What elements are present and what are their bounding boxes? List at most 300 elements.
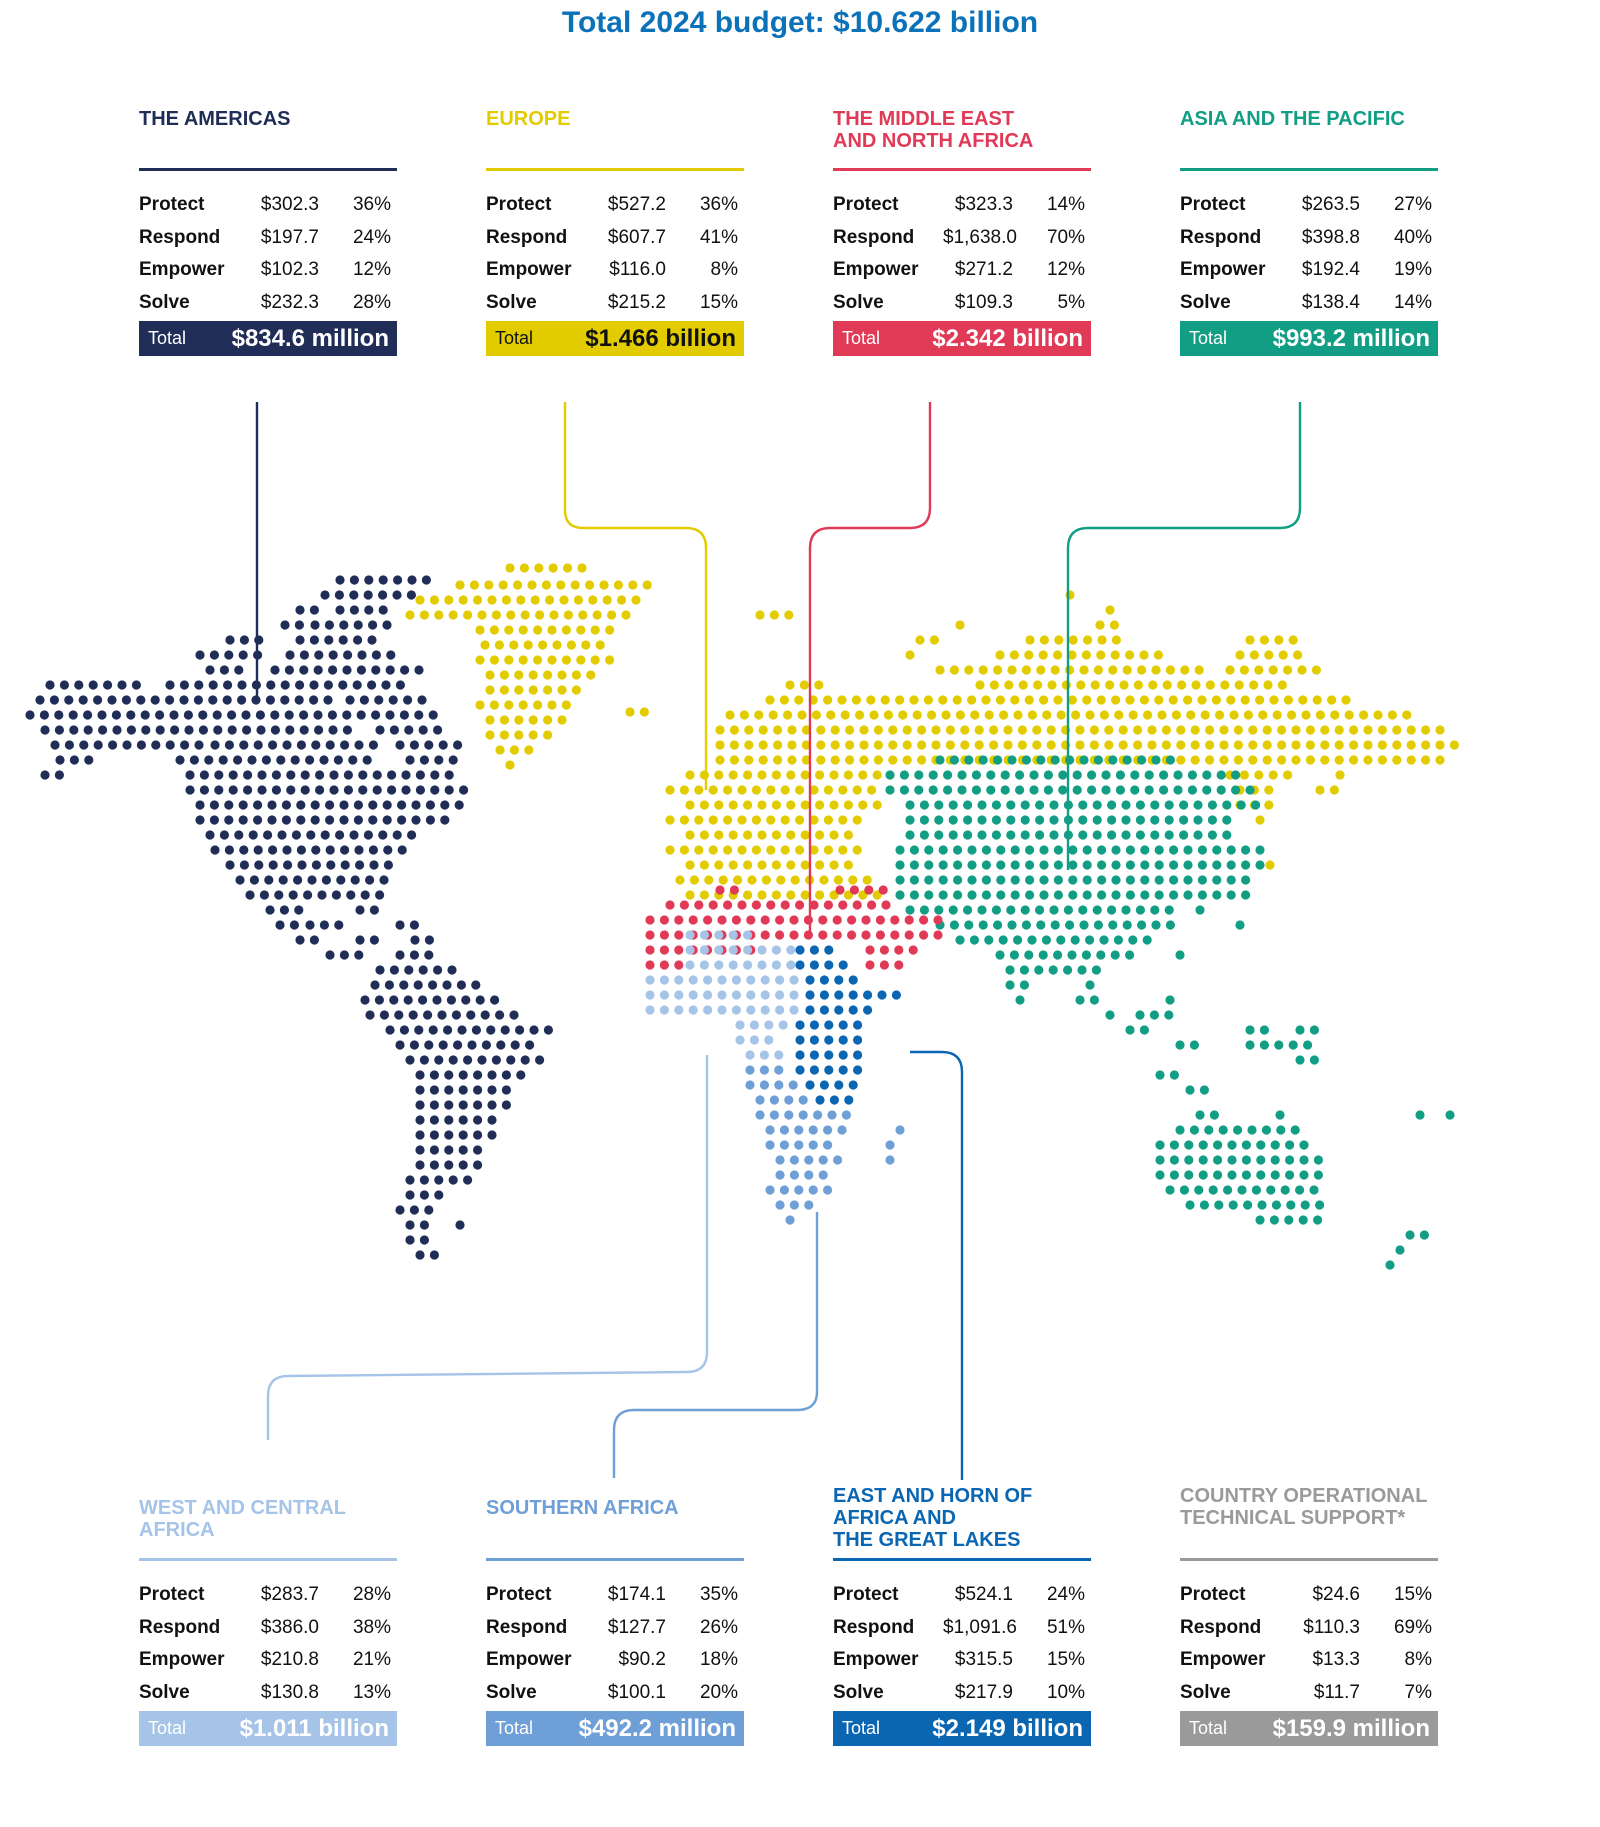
map-dot <box>1349 755 1358 764</box>
map-dot <box>1269 695 1278 704</box>
map-dot <box>1065 665 1074 674</box>
map-dot <box>643 580 652 589</box>
map-dot <box>591 655 600 664</box>
map-dot <box>824 945 833 954</box>
map-dot <box>700 960 709 969</box>
map-dot <box>745 1065 754 1074</box>
map-dot <box>744 755 753 764</box>
map-dot <box>467 1040 476 1049</box>
map-dot <box>986 770 995 779</box>
map-dot <box>1065 590 1074 599</box>
map-dot <box>1435 725 1444 734</box>
pillar-label: Respond <box>139 226 221 248</box>
map-dot <box>660 975 669 984</box>
budget-row <box>1180 1644 1438 1677</box>
share-percent: 27% <box>1393 194 1432 216</box>
region-title: EAST AND HORN OF AFRICA AND THE GREAT LAKES <box>833 1485 1033 1551</box>
map-dot <box>729 960 738 969</box>
map-dot <box>645 975 654 984</box>
map-dot <box>581 640 590 649</box>
map-dot <box>1234 725 1243 734</box>
map-dot <box>378 830 387 839</box>
map-dot <box>490 625 499 634</box>
map-dot <box>249 830 258 839</box>
map-dot <box>1235 680 1244 689</box>
map-dot <box>525 1040 534 1049</box>
map-dot <box>501 1025 510 1034</box>
map-dot <box>772 800 781 809</box>
map-dot <box>141 710 150 719</box>
total-bar <box>486 321 744 356</box>
map-dot <box>473 1145 482 1154</box>
map-dot <box>924 860 933 869</box>
map-dot <box>511 1040 520 1049</box>
map-dot <box>395 1040 404 1049</box>
total-bar <box>139 1711 397 1746</box>
map-dot <box>1195 905 1204 914</box>
map-dot <box>737 845 746 854</box>
map-dot <box>563 563 572 572</box>
map-dot <box>375 890 384 899</box>
map-dot <box>1049 815 1058 824</box>
map-dot <box>295 695 304 704</box>
map-dot <box>364 575 373 584</box>
map-dot <box>795 1065 804 1074</box>
map-dot <box>410 920 419 929</box>
total-bar <box>486 1711 744 1746</box>
map-dot <box>156 725 165 734</box>
map-dot <box>387 770 396 779</box>
map-dot <box>621 610 630 619</box>
map-dot <box>1277 740 1286 749</box>
map-dot <box>795 815 804 824</box>
map-dot <box>112 710 121 719</box>
map-dot <box>1450 740 1459 749</box>
map-dot <box>895 695 904 704</box>
map-dot <box>1137 755 1146 764</box>
map-dot <box>1198 860 1207 869</box>
map-dot <box>729 930 738 939</box>
map-dot <box>1053 650 1062 659</box>
total-label: Total <box>842 1718 881 1738</box>
map-dot <box>834 1080 843 1089</box>
map-dot <box>370 905 379 914</box>
map-dot <box>1090 995 1099 1004</box>
map-dot <box>434 1055 443 1064</box>
map-dot <box>895 860 904 869</box>
map-dot <box>1320 725 1329 734</box>
map-dot <box>180 740 189 749</box>
map-dot <box>689 975 698 984</box>
map-dot <box>332 890 341 899</box>
budget-value: $116.0 <box>609 259 666 281</box>
map-dot <box>1169 695 1178 704</box>
region-rule <box>833 1558 1091 1561</box>
map-dot <box>487 1070 496 1079</box>
map-dot <box>833 930 842 939</box>
map-dot <box>949 815 958 824</box>
map-dot <box>375 995 384 1004</box>
map-dot <box>816 755 825 764</box>
map-dot <box>272 785 281 794</box>
map-dot <box>1073 770 1082 779</box>
map-dot <box>993 665 1002 674</box>
map-dot <box>184 725 193 734</box>
map-dot <box>292 830 301 839</box>
map-dot <box>1405 1230 1414 1239</box>
map-dot <box>876 915 885 924</box>
map-dot <box>830 1095 839 1104</box>
total-bar <box>1180 321 1438 356</box>
map-dot <box>1301 1200 1310 1209</box>
map-dot <box>557 670 566 679</box>
map-dot <box>1029 785 1038 794</box>
map-dot <box>1154 695 1163 704</box>
total-label: Total <box>495 1718 534 1738</box>
map-dot <box>1150 905 1159 914</box>
map-dot <box>1039 650 1048 659</box>
map-dot <box>424 1205 433 1214</box>
map-dot <box>990 680 999 689</box>
map-dot <box>1025 695 1034 704</box>
map-dot <box>1025 845 1034 854</box>
map-dot <box>280 905 289 914</box>
map-dot <box>761 975 770 984</box>
map-dot <box>1183 695 1192 704</box>
map-dot <box>405 1235 414 1244</box>
map-dot <box>84 755 93 764</box>
total-label: Total <box>1189 1718 1228 1738</box>
map-dot <box>84 725 93 734</box>
map-dot <box>820 990 829 999</box>
map-dot <box>1119 680 1128 689</box>
map-dot <box>1205 740 1214 749</box>
map-dot <box>250 875 259 884</box>
map-dot <box>1243 1200 1252 1209</box>
map-dot <box>444 1100 453 1109</box>
map-dot <box>463 610 472 619</box>
map-dot <box>1172 710 1181 719</box>
budget-value: $263.5 <box>1301 194 1360 216</box>
map-dot <box>496 1040 505 1049</box>
map-dot <box>533 655 542 664</box>
map-dot <box>957 785 966 794</box>
map-dot <box>946 740 955 749</box>
map-dot <box>310 935 319 944</box>
map-dot <box>785 1215 794 1224</box>
map-dot <box>957 770 966 779</box>
map-dot <box>939 875 948 884</box>
map-dot <box>430 785 439 794</box>
map-dot <box>1143 935 1152 944</box>
map-dot <box>309 695 318 704</box>
map-dot <box>967 875 976 884</box>
map-dot <box>1242 1155 1251 1164</box>
map-dot <box>305 920 314 929</box>
map-dot <box>694 785 703 794</box>
map-dot <box>564 610 573 619</box>
map-dot <box>759 755 768 764</box>
pillar-label: Solve <box>1180 291 1231 313</box>
map-dot <box>365 875 374 884</box>
map-dot <box>340 950 349 959</box>
map-dot <box>761 1005 770 1014</box>
map-dot <box>285 665 294 674</box>
map-dot <box>1035 815 1044 824</box>
map-dot <box>1053 950 1062 959</box>
map-dot <box>516 595 525 604</box>
budget-row <box>833 1579 1091 1612</box>
total-label: Total <box>1189 328 1228 348</box>
map-dot <box>480 640 489 649</box>
map-dot <box>1219 1125 1228 1134</box>
map-dot <box>353 680 362 689</box>
map-dot <box>137 740 146 749</box>
map-dot <box>929 770 938 779</box>
map-dot <box>1111 695 1120 704</box>
map-dot <box>1363 740 1372 749</box>
map-dot <box>1093 830 1102 839</box>
map-dot <box>289 890 298 899</box>
map-dot <box>1108 755 1117 764</box>
map-dot <box>572 685 581 694</box>
map-dot <box>1293 650 1302 659</box>
map-dot <box>819 1170 828 1179</box>
map-dot <box>1212 695 1221 704</box>
map-dot <box>674 930 683 939</box>
map-dot <box>816 740 825 749</box>
map-dot <box>1140 890 1149 899</box>
map-dot <box>873 800 882 809</box>
map-dot <box>715 885 724 894</box>
map-dot <box>407 575 416 584</box>
map-dot <box>996 695 1005 704</box>
map-dot <box>815 1095 824 1104</box>
map-dot <box>831 725 840 734</box>
share-percent: 24% <box>1046 1584 1085 1606</box>
map-dot <box>415 1250 424 1259</box>
map-dot <box>1199 1155 1208 1164</box>
map-dot <box>1219 755 1228 764</box>
map-dot <box>919 915 928 924</box>
map-dot <box>1185 1085 1194 1094</box>
map-dot <box>311 740 320 749</box>
map-dot <box>1241 860 1250 869</box>
map-dot <box>1083 890 1092 899</box>
budget-row <box>1180 189 1438 222</box>
total-value: $492.2 million <box>578 1714 736 1742</box>
map-dot <box>853 785 862 794</box>
pillar-label: Respond <box>486 226 568 248</box>
budget-value: $217.9 <box>954 1681 1013 1703</box>
map-dot <box>795 900 804 909</box>
map-dot <box>234 830 243 839</box>
map-dot <box>943 770 952 779</box>
map-dot <box>815 800 824 809</box>
map-dot <box>490 700 499 709</box>
map-dot <box>1154 650 1163 659</box>
map-dot <box>894 945 903 954</box>
map-dot <box>1170 1140 1179 1149</box>
map-dot <box>694 845 703 854</box>
map-dot <box>879 885 888 894</box>
map-dot <box>416 770 425 779</box>
map-dot <box>485 715 494 724</box>
map-dot <box>328 665 337 674</box>
map-dot <box>1108 920 1117 929</box>
map-dot <box>506 1055 515 1064</box>
map-dot <box>746 990 755 999</box>
map-dot <box>405 1055 414 1064</box>
map-dot <box>1378 755 1387 764</box>
map-dot <box>360 695 369 704</box>
map-dot <box>367 680 376 689</box>
map-dot <box>415 1070 424 1079</box>
map-dot <box>529 1025 538 1034</box>
map-dot <box>960 740 969 749</box>
share-percent: 51% <box>1046 1616 1085 1638</box>
map-dot <box>574 595 583 604</box>
map-dot <box>1019 680 1028 689</box>
map-dot <box>789 1080 798 1089</box>
map-dot <box>348 755 357 764</box>
map-dot <box>485 730 494 739</box>
map-dot <box>349 590 358 599</box>
map-dot <box>428 980 437 989</box>
map-dot <box>709 815 718 824</box>
map-dot <box>265 905 274 914</box>
share-percent: 36% <box>699 194 738 216</box>
map-dot <box>473 1085 482 1094</box>
map-dot <box>1170 1070 1179 1079</box>
map-dot <box>529 685 538 694</box>
map-dot <box>485 685 494 694</box>
map-dot <box>224 815 233 824</box>
map-dot <box>1097 695 1106 704</box>
map-dot <box>405 1175 414 1184</box>
budget-row <box>139 1612 397 1645</box>
map-dot <box>744 740 753 749</box>
map-dot <box>1222 830 1231 839</box>
map-dot <box>703 975 712 984</box>
map-dot <box>354 800 363 809</box>
map-dot <box>1190 1125 1199 1134</box>
map-dot <box>979 665 988 674</box>
map-dot <box>733 875 742 884</box>
map-dot <box>179 695 188 704</box>
map-dot <box>1021 905 1030 914</box>
map-dot <box>717 915 726 924</box>
budget-value: $210.8 <box>260 1649 319 1671</box>
map-dot <box>487 1085 496 1094</box>
map-dot <box>838 845 847 854</box>
map-dot <box>430 1160 439 1169</box>
map-dot <box>1039 875 1048 884</box>
map-dot <box>729 860 738 869</box>
region-title: COUNTRY OPERATIONAL TECHNICAL SUPPORT* <box>1180 1485 1428 1529</box>
map-dot <box>282 815 291 824</box>
map-dot <box>1250 650 1259 659</box>
map-dot <box>674 990 683 999</box>
map-dot <box>784 1110 793 1119</box>
map-dot <box>1125 650 1134 659</box>
map-dot <box>1145 785 1154 794</box>
map-dot <box>475 700 484 709</box>
map-dot <box>645 930 654 939</box>
map-dot <box>732 975 741 984</box>
map-dot <box>859 740 868 749</box>
map-dot <box>770 1095 779 1104</box>
budget-row <box>486 1677 744 1710</box>
map-dot <box>225 740 234 749</box>
map-dot <box>996 875 1005 884</box>
map-dot <box>786 830 795 839</box>
map-dot <box>783 710 792 719</box>
map-dot <box>1036 920 1045 929</box>
map-dot <box>1111 860 1120 869</box>
map-dot <box>1094 665 1103 674</box>
map-dot <box>270 710 279 719</box>
share-percent: 40% <box>1393 226 1432 248</box>
map-dot <box>1044 785 1053 794</box>
budget-value: $215.2 <box>607 291 666 313</box>
map-dot <box>977 830 986 839</box>
map-dot <box>420 1190 429 1199</box>
map-dot <box>880 960 889 969</box>
map-dot <box>1111 845 1120 854</box>
map-dot <box>306 830 315 839</box>
map-dot <box>660 915 669 924</box>
map-dot <box>440 800 449 809</box>
map-dot <box>1049 905 1058 914</box>
map-dot <box>367 635 376 644</box>
map-dot <box>1257 1200 1266 1209</box>
map-dot <box>1421 725 1430 734</box>
map-dot <box>1179 815 1188 824</box>
map-dot <box>752 815 761 824</box>
map-dot <box>370 980 379 989</box>
map-dot <box>401 770 410 779</box>
map-dot <box>445 770 454 779</box>
map-dot <box>1274 1040 1283 1049</box>
map-dot <box>409 1010 418 1019</box>
map-dot <box>481 1010 490 1019</box>
map-dot <box>220 830 229 839</box>
region-panel <box>1180 1485 1438 1742</box>
map-dot <box>396 680 405 689</box>
map-dot <box>310 620 319 629</box>
map-dot <box>50 740 59 749</box>
map-dot <box>772 860 781 869</box>
share-percent: 69% <box>1393 1616 1432 1638</box>
map-dot <box>950 920 959 929</box>
map-dot <box>266 695 275 704</box>
map-dot <box>1213 1155 1222 1164</box>
map-dot <box>175 755 184 764</box>
budget-value: $1,638.0 <box>943 226 1017 248</box>
map-dot <box>571 580 580 589</box>
pillar-label: Respond <box>486 1616 568 1638</box>
map-dot <box>103 680 112 689</box>
map-dot <box>286 770 295 779</box>
map-dot <box>996 860 1005 869</box>
map-dot <box>328 710 337 719</box>
share-percent: 15% <box>1046 1649 1085 1671</box>
map-dot <box>790 1200 799 1209</box>
map-dot <box>690 875 699 884</box>
map-dot <box>1007 755 1016 764</box>
map-dot <box>415 1085 424 1094</box>
